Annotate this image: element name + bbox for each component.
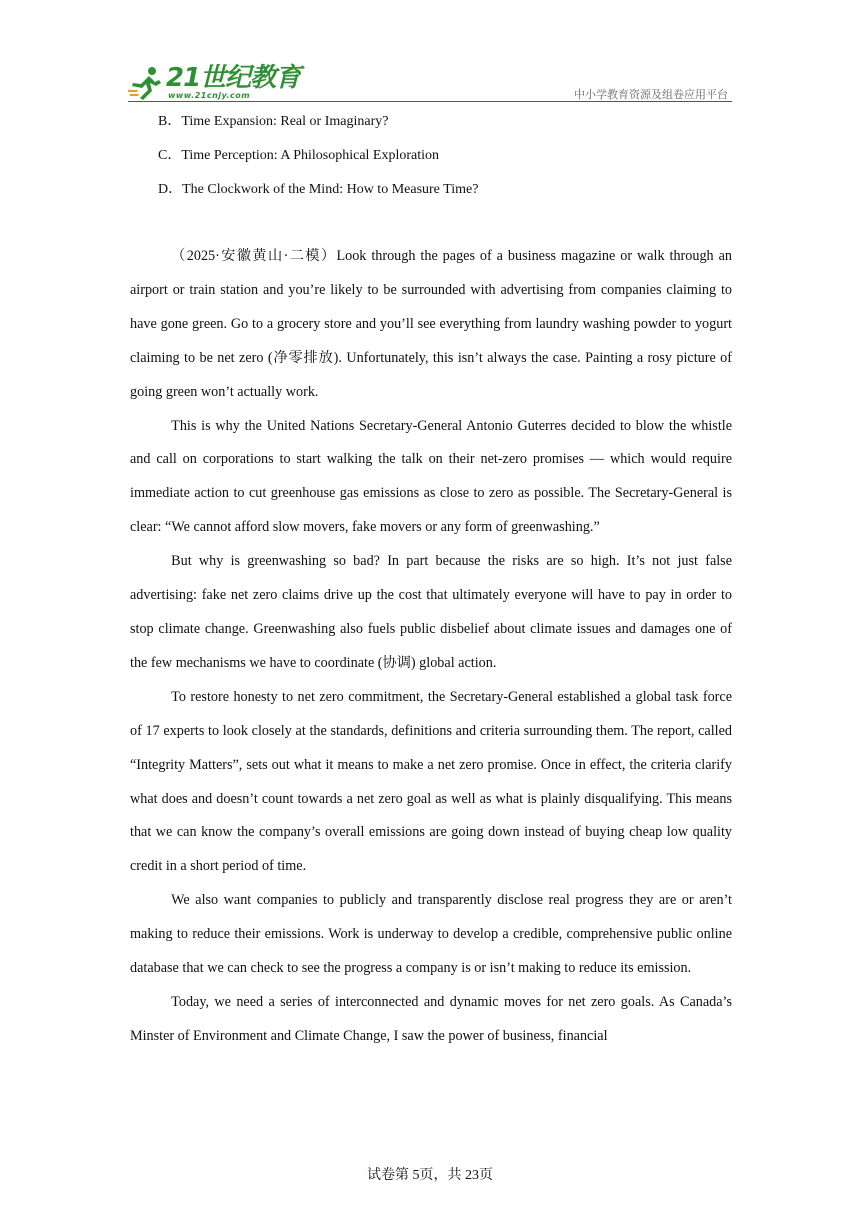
passage-paragraph-4: To restore honesty to net zero commitment, the Secretary-General established a global task force of 17 experts to look closely at the standards, definitions and criteria surrounding them. The report, called “Integrity Matters”, sets out what it means to make a net zero promise. Once in effect, the criteria clarify what does and doesn’t count towards a net zero goal as well as what is plainly disqualifying. This means that we can know the company’s overall emissions are going down instead of buying cheap low quality credit in a short period of time. — [130, 688, 732, 875]
option-b: B．Time Expansion: Real or Imaginary? — [158, 114, 389, 129]
passage-paragraph-5: We also want companies to publicly and transparently disclose real progress they are or aren’t making to reduce their emissions. Work is underway to develop a credible, comprehensive public online database that we can check to see the progress a company is or isn’t making to reduce its emission. — [130, 892, 732, 977]
logo-url-text: www.21cnjy.com — [168, 91, 251, 100]
runner-icon — [128, 66, 164, 100]
passage-paragraph-3: But why is greenwashing so bad? In part because the risks are so high. It’s not just false advertising: fake net zero claims drive up the cost that ultimately everyone will have to pay in order to stop climate change. Greenwashing also fuels public disbelief about climate issues and damages one of the few mechanisms we have to coordinate (协调) global action. — [130, 553, 732, 671]
page-number-footer: 试卷第 5页，共 23页 — [367, 1168, 493, 1183]
platform-name: 中小学教育资源及组卷应用平台 — [574, 88, 728, 101]
answer-options — [158, 110, 478, 212]
passage-paragraph-6: Today, we need a series of interconnected and dynamic moves for net zero goals. As Canada’s Minster of Environment and Climate Change, I saw the power of business, financial — [130, 993, 732, 1044]
logo-text: 21世纪教育 — [166, 63, 301, 93]
passage-paragraph-2: This is why the United Nations Secretary-General Antonio Guterres decided to blow the whistle and call on corporations to start walking the talk on their net-zero promises — which would require immediate action to cut greenhouse gas emissions as close to zero as possible. The Secretary-General is clear: “We cannot afford slow movers, fake movers or any form of greenwashing.” — [130, 417, 732, 536]
header-divider — [128, 101, 732, 102]
option-c: C．Time Perception: A Philosophical Exploration — [158, 148, 440, 163]
site-logo — [128, 63, 301, 102]
option-d: D．The Clockwork of the Mind: How to Measure Time? — [158, 182, 479, 197]
page-header — [128, 60, 732, 102]
reading-passage — [130, 240, 732, 1054]
passage-paragraph-1: （2025·安徽黄山·二模）Look through the pages of a business magazine or walk through an airport or train station and you’re likely to be surrounded with advertising from companies claiming to have gone green. Go to a grocery store and you’ll see everything from laundry washing powder to yogurt claiming to be net zero (净零排放). Unfortunately, this isn’t always the case. Painting a rosy picture of going green won’t actually work. — [130, 248, 732, 400]
